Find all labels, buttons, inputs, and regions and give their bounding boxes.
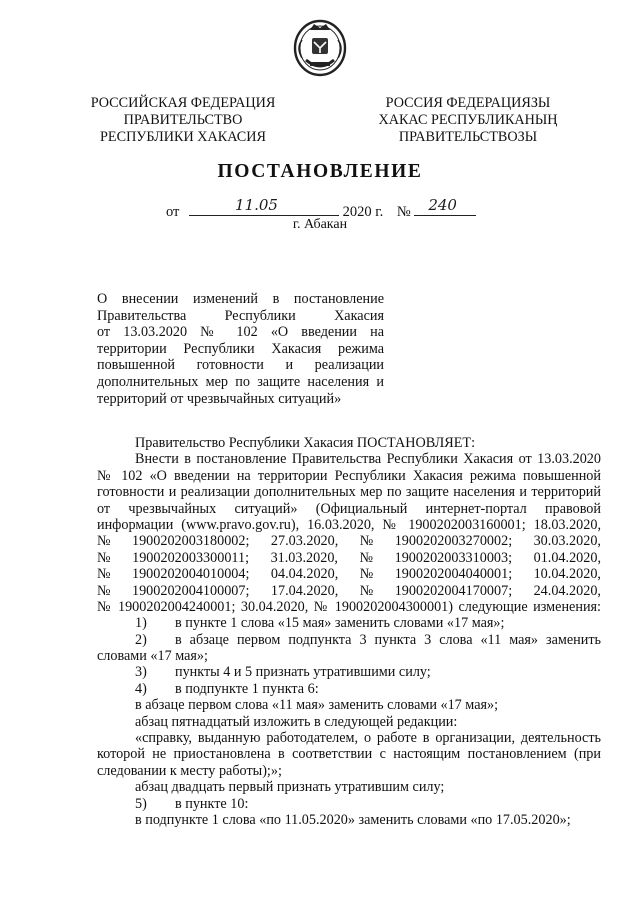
ref-cell: 31.03.2020, — [270, 549, 338, 566]
ref-cell: 27.03.2020, — [270, 533, 339, 550]
subject-line: дополнительных мер по защите населения и — [97, 373, 384, 390]
reference-row — [97, 566, 601, 582]
document-subject — [97, 291, 384, 407]
body-line: информации (www.pravo.gov.ru), 16.03.2020, № 1900202003160001; 18.03.2020, — [97, 516, 601, 533]
ref-cell: № — [359, 533, 374, 550]
list-item — [97, 632, 601, 648]
ref-cell: 1900202003180002; — [131, 533, 250, 550]
reference-row — [97, 533, 601, 549]
document-title: ПОСТАНОВЛЕНИЕ — [217, 161, 423, 182]
item-text: в пункте 10: — [175, 795, 249, 812]
header-russian — [78, 95, 288, 146]
document-body — [97, 435, 601, 828]
ref-cell: 1900202003270002; — [394, 533, 513, 550]
ref-cell: 17.04.2020, — [270, 582, 339, 599]
body-line: Внести в постановление Правительства Республики Хакасия от 13.03.2020 — [135, 451, 601, 468]
ref-cell: 24.04.2020, — [533, 582, 601, 599]
subject-line: повышенной готовности и реализации — [97, 357, 384, 374]
header-right-line: РОССИЯ ФЕДЕРАЦИЯЗЫ — [385, 95, 551, 111]
subject-line: территорий от чрезвычайных ситуаций» — [97, 390, 342, 407]
ref-cell: 1900202003300011; — [132, 549, 250, 566]
ref-cell: 04.04.2020, — [270, 566, 339, 583]
list-item — [97, 681, 601, 697]
header-right-line: ХАКАС РЕСПУБЛИКАНЫҢ — [378, 112, 558, 128]
ref-cell: № — [359, 566, 374, 583]
body-line: от чрезвычайных ситуаций» (Официальный интернет-портал правовой — [97, 500, 601, 517]
list-item — [97, 796, 601, 812]
header-khakas — [368, 95, 568, 146]
item-number: 5) — [135, 795, 147, 812]
body-line: № 102 «О введении на территории Республики Хакасия режима повышенной — [97, 467, 601, 484]
subject-line: от 13.03.2020 № 102 «О введении на — [97, 324, 384, 341]
reference-row — [97, 583, 601, 599]
date-prefix: от — [166, 204, 180, 220]
body-line: № 1900202004240001; 30.04.2020, № 1900202004300001) следующие изменения: — [97, 598, 601, 615]
item-text: пункты 4 и 5 признать утратившими силу; — [175, 664, 431, 681]
handwritten-number: 240 — [428, 196, 457, 214]
ref-cell: 1900202004010004; — [131, 566, 250, 583]
item-text: в абзаце первом подпункта 3 пункта 3 слова «11 мая» заменить — [175, 631, 601, 648]
quote-line: следовании к месту работы);»; — [97, 762, 282, 779]
ref-cell: 1900202004100007; — [131, 582, 250, 599]
ref-cell: 1900202004170007; — [394, 582, 513, 599]
subject-line: территории Республики Хакасия режима — [97, 340, 384, 357]
header-left-line: РЕСПУБЛИКИ ХАКАСИЯ — [100, 129, 266, 145]
item-number: 3) — [135, 664, 147, 681]
item-number: 2) — [135, 631, 147, 648]
quote-line: «справку, выданную работодателем, о работе в организации, деятельность — [135, 730, 601, 747]
number-sign: № — [396, 204, 411, 220]
header-right-line: ПРАВИТЕЛЬСТВОЗЫ — [398, 129, 538, 145]
handwritten-date: 11.05 — [235, 196, 278, 214]
list-item — [97, 664, 601, 680]
ref-cell: № — [97, 582, 111, 599]
decree-line: Правительство Республики Хакасия ПОСТАНОВЛЯЕТ: — [135, 435, 476, 451]
reference-row — [97, 550, 601, 566]
body-line: в абзаце первом слова «11 мая» заменить словами «17 мая»; — [135, 697, 499, 714]
ref-cell: № — [97, 533, 111, 550]
body-line: словами «17 мая»; — [97, 648, 208, 665]
header-left-line: РОССИЙСКАЯ ФЕДЕРАЦИЯ — [90, 95, 276, 111]
city-label: г. Абакан — [292, 217, 348, 232]
quote-line: которой не приостановлена в соответствии с настоящим постановлением (при — [97, 746, 601, 763]
ref-cell: № — [359, 582, 374, 599]
subject-line: О внесении изменений в постановление — [97, 291, 384, 307]
body-line: абзац двадцать первый признать утратившим силу; — [135, 779, 445, 796]
item-number: 1) — [135, 615, 147, 632]
body-line: готовности и реализации дополнительных мер по защите населения и территорий — [97, 484, 601, 501]
number-blank — [414, 196, 476, 216]
date-blank — [189, 196, 339, 216]
item-text: в подпункте 1 пункта 6: — [175, 680, 319, 697]
list-item — [97, 615, 601, 631]
ref-cell: 01.04.2020, — [533, 549, 601, 566]
body-line: в подпункте 1 слова «по 11.05.2020» заменить словами «по 17.05.2020»; — [135, 811, 571, 828]
ref-cell: 1900202003310003; — [394, 549, 513, 566]
item-text: в пункте 1 слова «15 мая» заменить словами «17 мая»; — [175, 615, 505, 632]
republic-coat-of-arms-icon — [292, 18, 348, 78]
header-left-line: ПРАВИТЕЛЬСТВО — [123, 112, 243, 128]
ref-cell: № — [359, 549, 374, 566]
year-label: 2020 г. — [342, 204, 384, 220]
ref-cell: № — [97, 566, 111, 583]
item-number: 4) — [135, 680, 147, 697]
ref-cell: 1900202004040001; — [394, 566, 513, 583]
ref-cell: 30.03.2020, — [533, 533, 601, 550]
body-line: абзац пятнадцатый изложить в следующей редакции: — [135, 713, 458, 730]
ref-cell: № — [97, 549, 111, 566]
ref-cell: 10.04.2020, — [533, 566, 601, 583]
subject-line: Правительства Республики Хакасия — [97, 307, 384, 324]
